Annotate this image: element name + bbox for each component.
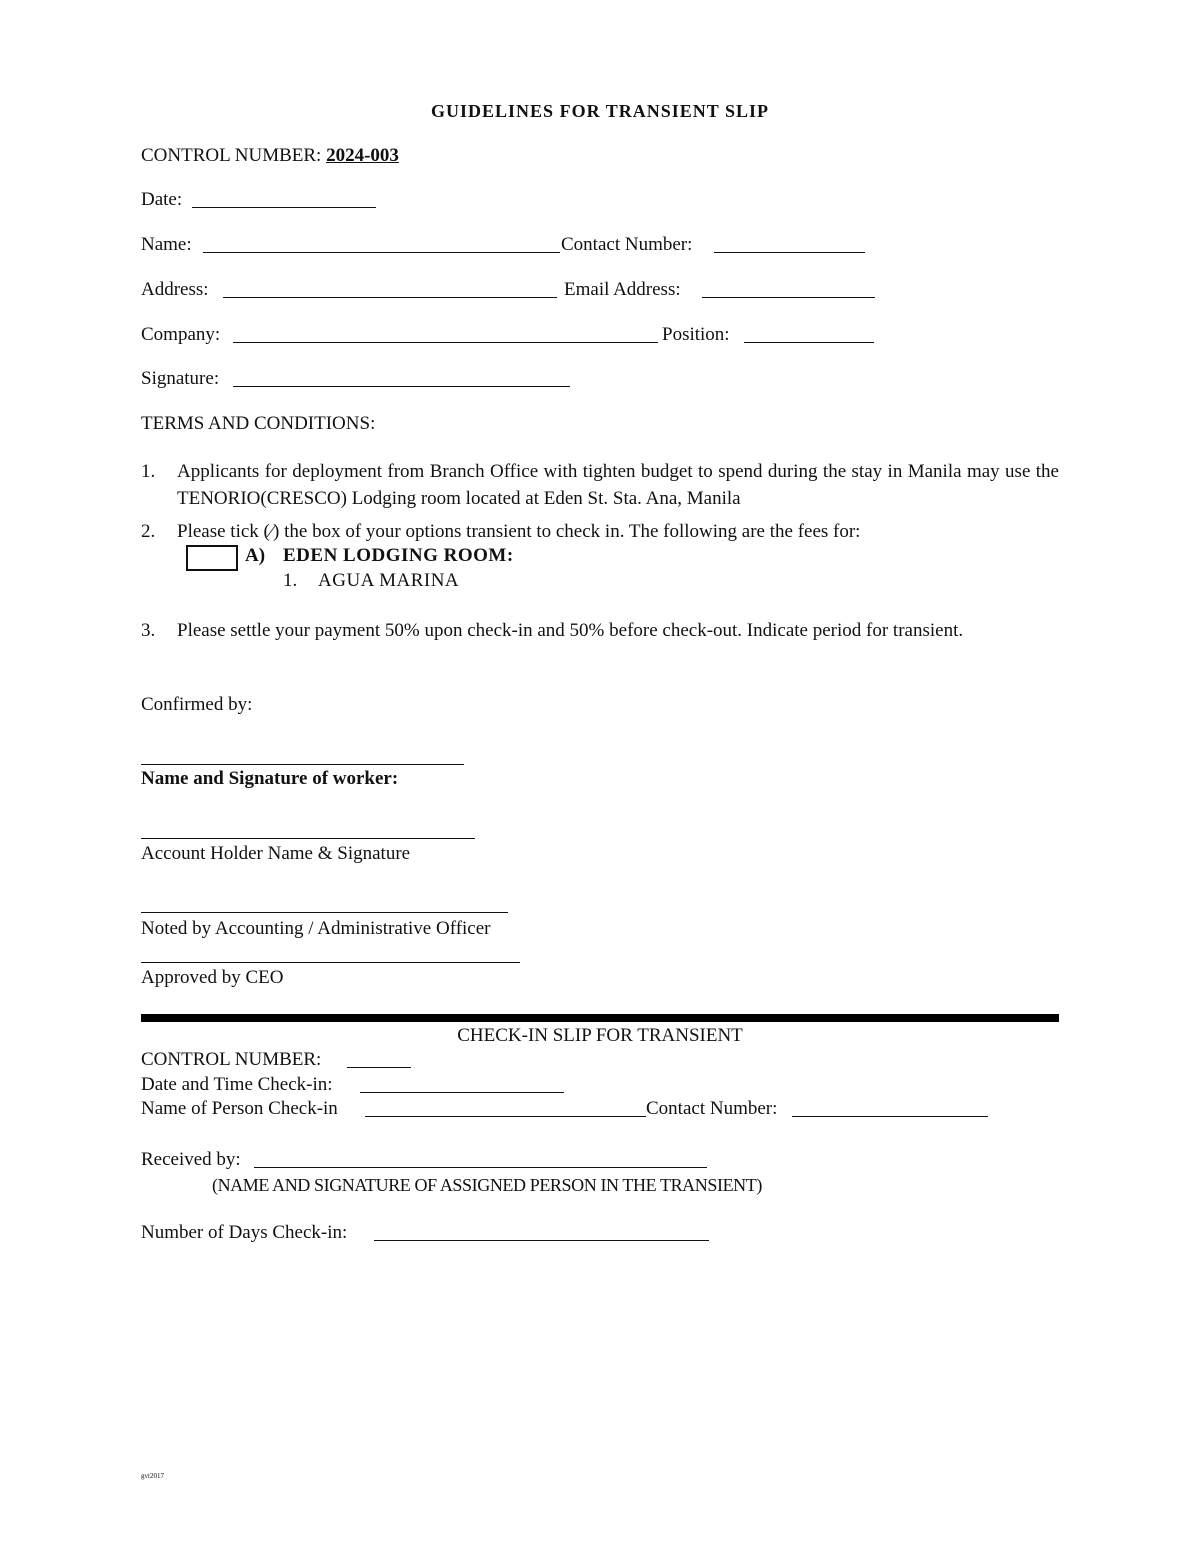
date-field[interactable] — [192, 207, 376, 208]
signature-label: Signature: — [141, 368, 220, 389]
checkin-date-time-label: Date and Time Check-in: — [141, 1074, 333, 1095]
term-3-number: 3. — [141, 620, 156, 641]
received-by-label: Received by: — [141, 1149, 241, 1170]
control-number-label: CONTROL NUMBER: — [141, 145, 322, 166]
signature-field[interactable] — [233, 386, 570, 387]
date-label: Date: — [141, 189, 183, 210]
term-2-number: 2. — [141, 521, 156, 542]
account-holder-label: Account Holder Name & Signature — [141, 843, 411, 864]
checkin-date-time-field[interactable] — [360, 1092, 564, 1093]
position-label: Position: — [662, 324, 730, 345]
contact-number-field[interactable] — [714, 252, 865, 253]
address-label: Address: — [141, 279, 209, 300]
option-sub-label: AGUA MARINA — [318, 570, 460, 591]
days-checkin-field[interactable] — [374, 1240, 709, 1241]
worker-signature-label: Name and Signature of worker: — [141, 768, 399, 789]
checkin-contact-label: Contact Number: — [646, 1098, 778, 1119]
checkin-control-number-label: CONTROL NUMBER: — [141, 1049, 322, 1070]
noted-by-signature-line[interactable] — [141, 912, 508, 913]
control-number-row — [141, 145, 399, 167]
option-letter: A) — [245, 545, 266, 566]
control-number-value: 2024-003 — [326, 145, 399, 166]
email-label: Email Address: — [564, 279, 681, 300]
contact-number-label: Contact Number: — [561, 234, 693, 255]
received-by-note: (NAME AND SIGNATURE OF ASSIGNED PERSON IN THE TRANSIENT) — [212, 1175, 762, 1195]
position-field[interactable] — [744, 342, 874, 343]
footer-mark: gvt2017 — [141, 1472, 164, 1480]
option-label: EDEN LODGING ROOM: — [283, 545, 514, 566]
terms-heading: TERMS AND CONDITIONS: — [141, 413, 376, 434]
email-field[interactable] — [702, 297, 875, 298]
account-holder-signature-line[interactable] — [141, 838, 475, 839]
address-field[interactable] — [223, 297, 557, 298]
eden-lodging-checkbox[interactable] — [186, 545, 238, 571]
term-2-text: Please tick (∕) the box of your options transient to check in. The following are the fees for: — [177, 521, 861, 542]
name-field[interactable] — [203, 252, 560, 253]
checkin-title: CHECK-IN SLIP FOR TRANSIENT — [457, 1025, 743, 1046]
term-1-text: Applicants for deployment from Branch Office with tighten budget to spend during the stay in Manila may use the TENORIO(CRESCO) Lodging room located at Eden St. Sta. Ana, Manila — [177, 461, 1059, 509]
term-3-text: Please settle your payment 50% upon check-in and 50% before check-out. Indicate period for transient. — [177, 620, 964, 641]
approved-by-label: Approved by CEO — [141, 967, 284, 988]
option-sub-number: 1. — [283, 570, 298, 591]
days-checkin-label: Number of Days Check-in: — [141, 1222, 348, 1243]
checkin-control-number-field[interactable] — [347, 1067, 411, 1068]
term-1-number: 1. — [141, 461, 156, 482]
confirmed-by-label: Confirmed by: — [141, 694, 253, 715]
page-title: GUIDELINES FOR TRANSIENT SLIP — [431, 101, 769, 121]
section-divider — [141, 1014, 1059, 1022]
checkin-contact-field[interactable] — [792, 1116, 988, 1117]
checkin-person-label: Name of Person Check-in — [141, 1098, 338, 1119]
company-label: Company: — [141, 324, 221, 345]
noted-by-label: Noted by Accounting / Administrative Officer — [141, 918, 491, 939]
received-by-field[interactable] — [254, 1167, 707, 1168]
approved-by-signature-line[interactable] — [141, 962, 520, 963]
company-field[interactable] — [233, 342, 658, 343]
checkin-person-field[interactable] — [365, 1116, 646, 1117]
worker-signature-line[interactable] — [141, 764, 464, 765]
name-label: Name: — [141, 234, 192, 255]
